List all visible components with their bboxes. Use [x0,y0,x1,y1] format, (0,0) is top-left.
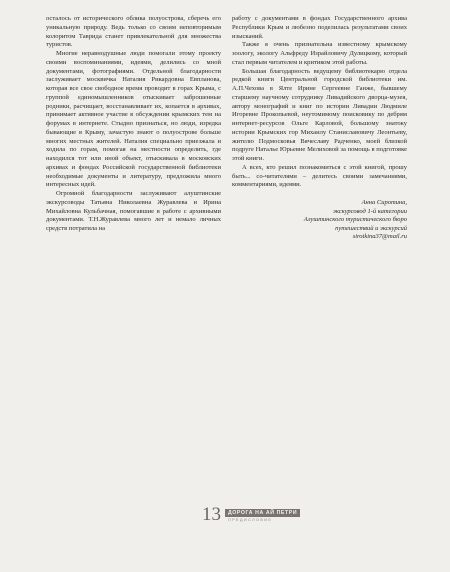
running-footer [225,509,300,522]
paragraph: Огромной благодарности заслуживают алуштинские экскурсоводы Татьяна Николаевна Журавлева и Ирина Михайловна Кульбачная, помогавшие в работе с архивными документами. Т.Н.Журавлева много лет и немало личных средств потратила на [46,190,221,232]
paragraph: работу с документами в фондах Государственного архива Республики Крым и любезно поделилась результатами своих изысканий. [232,15,407,40]
author-organization-cont: путешествий и экскурсий [335,224,407,232]
left-column [46,15,221,234]
author-title: экскурсовод 1-й категории [333,207,407,215]
paragraph: Большая благодарность ведущему библиотекарю отдела редкой книги Центральной городской библиотеки им. А.П.Чехова в Ялте Ирине Сергеевне Ганже, бывшему старшему научному сотруднику Ливадийского дворца-музея, автору монографий и книг по истории Ливадии Людмиле Игоревне Прокопьевой, неутомимому поисковику по дебрям интернет-ресурсов Ольге Карловой, большому знатоку истории Крымских гор Михаилу Станиславовичу Леонтьеву, жителю Подмосковья Вячеславу Радченко, моей близкой подруге Наталье Юрьевне Мелиховой за помощь в подготовке этой книги. [232,67,407,162]
page-footer [202,505,300,525]
author-signature [232,199,407,242]
paragraph: А всех, кто решил познакомиться с этой книгой, прошу быть... со-читателями – делитесь своими замечаниями, комментариями, идеями. [232,163,407,189]
paragraph: осталось от исторического облика полуострова, сберечь его уникальную природу. Ведь только со своим неповторимым колоритом Таврида станет привлекательной для множества туристов. [46,15,221,49]
right-column [232,15,407,242]
paragraph: Многие неравнодушные люди помогали этому проекту своими воспоминаниями, идеями, делились со мной документами, фотографиями. Отдельной благодарности заслуживает москвичка Наталия Рикардовна Евпланова, которая все свое свободное время проводит в горах Крыма, с группой единомышленников отыскивает заброшенные родники, расчищает, восстанавливает их, копается в архивах, принимает активное участие в обсуждении крымских тем на форумах в интернете. Стыдно признаться, но люди, изредка бывающие в Крыму, зачастую знают о полуострове больше многих местных жителей. Наталия специально приезжала и ходила по горам, помогая на местности определить, где находился тот или иной объект, отыскивала в московских архивах и фондах Российской государственной библиотеки необходимые документы и литературу, предложила много интересных идей. [46,50,221,189]
paragraph: Также я очень признательна известному крымскому зоологу, экологу Альфреду Израйловичу Дулицкому, который стал первым читателем и критиком этой работы. [232,41,407,66]
author-email: sirotkina37@mail.ru [352,233,407,241]
author-organization: Алуштинского туристического бюро [303,216,407,224]
book-title: ДОРОГА НА АЙ ПЕТРИ [225,509,300,517]
author-name: Анна Сиротина, [361,199,407,206]
section-name: ПРЕДИСЛОВИЕ [228,517,273,522]
page-number: 13 [202,504,221,525]
